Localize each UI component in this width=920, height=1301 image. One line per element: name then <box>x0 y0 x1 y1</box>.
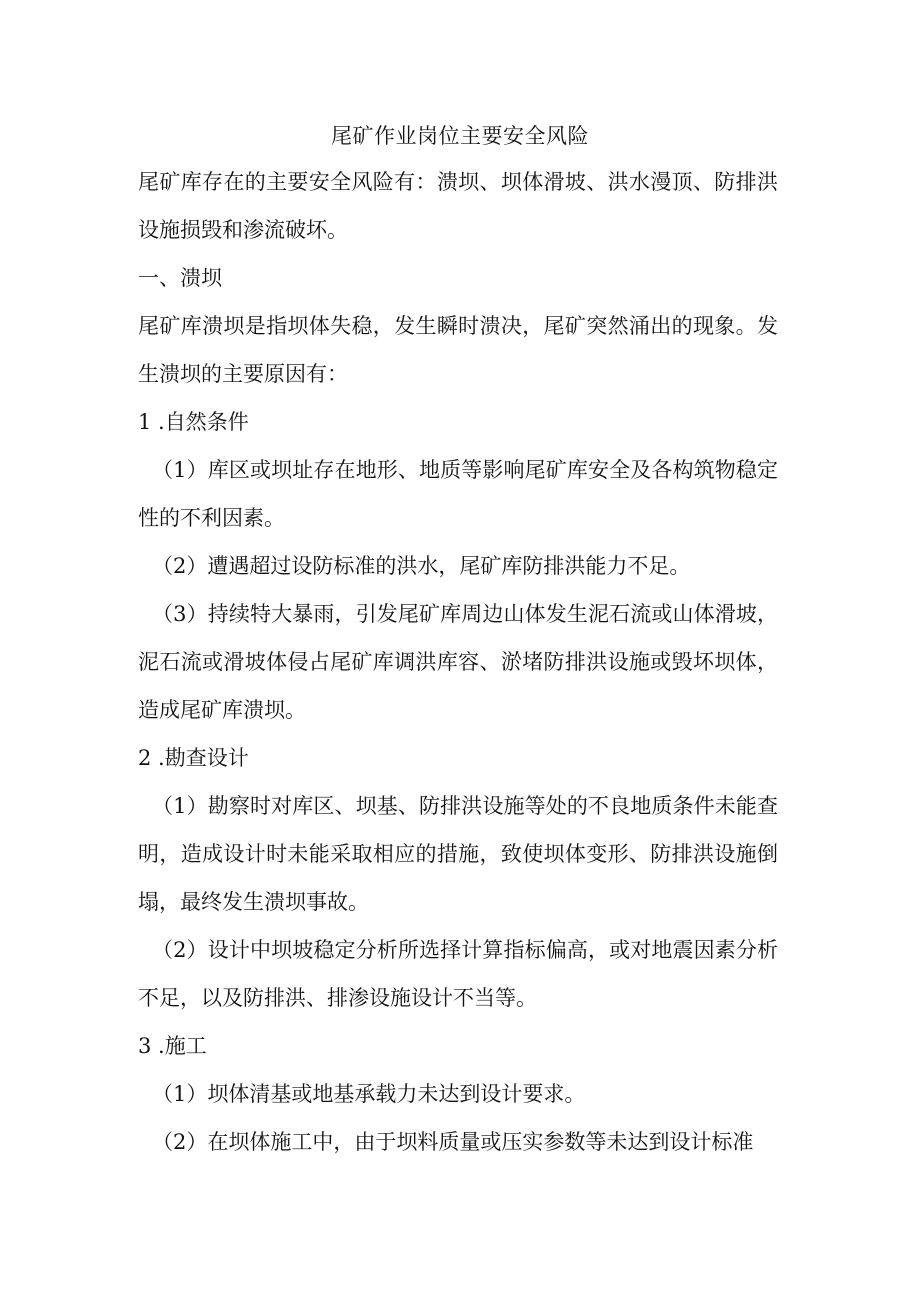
document-title: 尾矿作业岗位主要安全风险 <box>331 124 589 148</box>
list-item-construction-1: （1）坝体清基或地基承载力未达到设计要求。 <box>152 1082 586 1106</box>
subheading-construction: 3 .施工 <box>138 1034 207 1058</box>
list-item-design-2: （2）设计中坝坡稳定分析所选择计算指标偏高，或对地震因素分析不足，以及防排洪、排渗设施设计不当等。 <box>138 938 778 1010</box>
subheading-natural-conditions: 1 .自然条件 <box>138 410 249 434</box>
list-item-design-1: （1）勘察时对库区、坝基、防排洪设施等处的不良地质条件未能查明，造成设计时未能采取相应的措施，致使坝体变形、防排洪设施倒塌，最终发生溃坝事故。 <box>138 794 778 914</box>
list-item-natural-2: （2）遭遇超过设防标准的洪水，尾矿库防排洪能力不足。 <box>152 554 691 578</box>
document-body <box>138 158 778 1166</box>
definition-paragraph: 尾矿库溃坝是指坝体失稳，发生瞬时溃决，尾矿突然涌出的现象。发生溃坝的主要原因有： <box>138 314 778 386</box>
section-heading-dam-break: 一、溃坝 <box>138 266 222 290</box>
subheading-survey-design: 2 .勘查设计 <box>138 746 249 770</box>
list-item-natural-1: （1）库区或坝址存在地形、地质等影响尾矿库安全及各构筑物稳定性的不利因素。 <box>138 458 778 530</box>
list-item-construction-2: （2）在坝体施工中，由于坝料质量或压实参数等未达到设计标准 <box>152 1130 754 1154</box>
intro-paragraph: 尾矿库存在的主要安全风险有：溃坝、坝体滑坡、洪水漫顶、防排洪设施损毁和渗流破坏。 <box>138 170 778 242</box>
list-item-natural-3: （3）持续特大暴雨，引发尾矿库周边山体发生泥石流或山体滑坡，泥石流或滑坡体侵占尾矿库调洪库容、淤堵防排洪设施或毁坏坝体，造成尾矿库溃坝。 <box>138 602 778 722</box>
